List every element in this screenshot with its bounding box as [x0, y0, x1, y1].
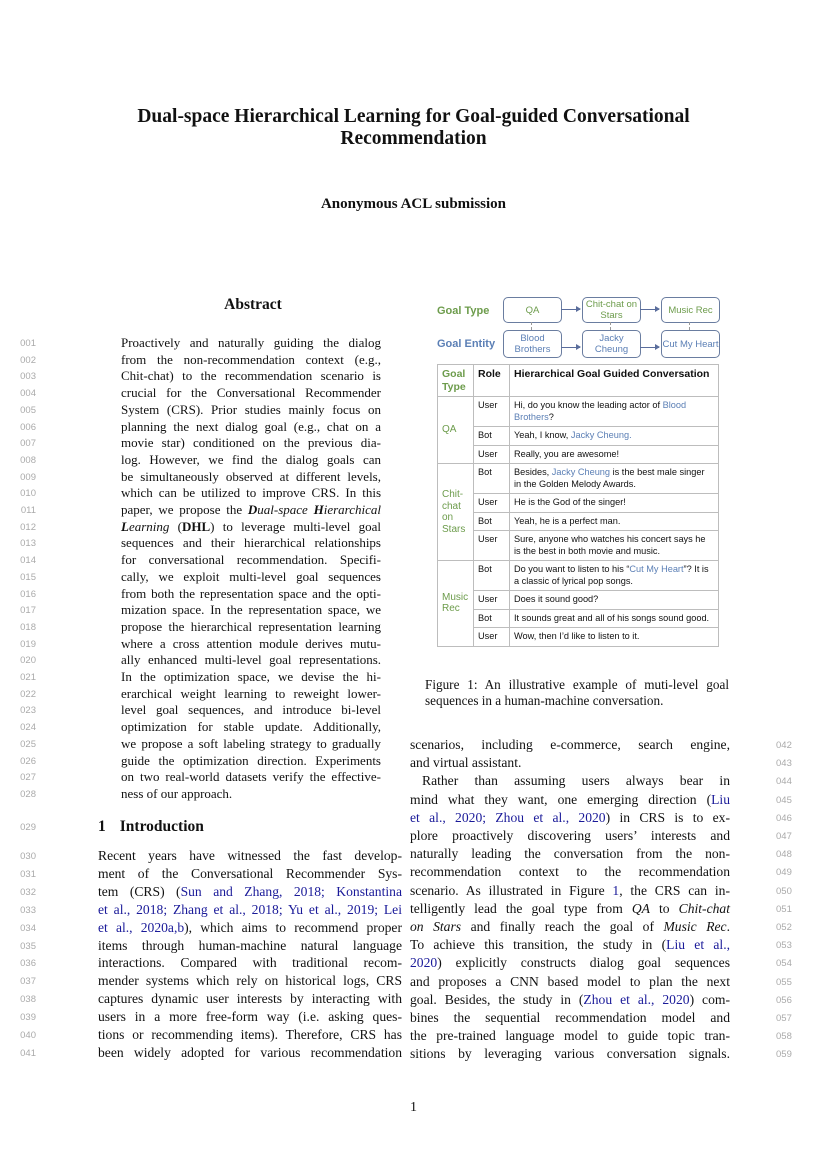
table-row	[438, 494, 719, 513]
body-line: recommendation context to the recommendation	[410, 864, 730, 880]
utterance-cell: Hi, do you know the leading actor of Blood Brothers?	[510, 397, 719, 427]
citation-link[interactable]: et al., 2018; Zhang et al., 2018; Yu et al., 2019; Lei	[98, 901, 402, 917]
citation-link[interactable]: Zhou et al., 2020	[583, 991, 690, 1007]
table-row	[438, 445, 719, 464]
line-number: 034	[20, 922, 36, 934]
caption-line-1: Figure 1: An illustrative example of muti-level goal	[425, 677, 729, 692]
section-number: 1	[98, 818, 106, 835]
header-role: Role	[474, 365, 510, 397]
abstract-line: Learning (DHL) to leverage multi-level goal	[121, 518, 381, 534]
title-line-2: Recommendation	[340, 128, 487, 149]
body-line: goal. Besides, the study in (Zhou et al., 2020) com-	[410, 991, 730, 1007]
abstract-line: cally, we exploit multi-level goal sequences	[121, 568, 381, 584]
line-number: 039	[20, 1012, 36, 1024]
line-number: 040	[20, 1030, 36, 1041]
line-number: 047	[776, 831, 792, 842]
body-line: ment of the Conversational Recommender Sys-	[98, 865, 402, 881]
line-number: 042	[776, 740, 792, 751]
abstract-line: guide the optimization direction. Experiments	[121, 752, 381, 768]
arrow-right-icon	[561, 309, 580, 310]
line-number: 016	[20, 588, 36, 600]
body-line: plore proactively discovering users’ interests and	[410, 828, 730, 843]
utterance-cell: Do you want to listen to his “Cut My Heart”? It is a classic of lyrical pop songs.	[510, 561, 719, 591]
goal-entity-mention: Jacky Cheung	[551, 467, 611, 477]
line-number: 050	[776, 885, 792, 897]
author-line: Anonymous ACL submission	[320, 196, 507, 212]
line-number: 028	[20, 788, 36, 800]
goal-entity-box-jacky-cheung: Jacky Cheung	[582, 330, 641, 358]
line-number: 022	[20, 688, 36, 700]
body-line: items through human-machine natural language	[98, 937, 402, 953]
role-cell: User	[474, 531, 510, 561]
abstract-line: be simultaneously observed at different levels,	[121, 468, 381, 484]
body-line: bines the sequential recommendation model and	[410, 1010, 730, 1025]
line-number: 024	[20, 722, 36, 734]
citation-link[interactable]: Liu et al.,	[666, 937, 731, 953]
utterance-cell: Besides, Jacky Cheung is the best male singer in the Golden Melody Awards.	[510, 464, 719, 494]
utterance-cell: Does it sound good?	[510, 591, 719, 610]
role-cell: Bot	[474, 464, 510, 494]
line-number: 015	[20, 571, 36, 583]
utterance-cell: Yeah, he is a perfect man.	[510, 512, 719, 531]
role-cell: User	[474, 494, 510, 513]
body-line: To achieve this transition, the study in (Liu et al.,	[410, 937, 731, 953]
header-goal-type: Goal Type	[438, 365, 474, 397]
dashed-connector	[689, 322, 690, 330]
line-number: 021	[20, 672, 36, 683]
header-conversation: Hierarchical Goal Guided Conversation	[510, 365, 719, 397]
figure-caption	[425, 677, 729, 709]
citation-link[interactable]: Sun and Zhang, 2018; Konstantina	[180, 883, 402, 899]
role-cell: Bot	[474, 561, 510, 591]
body-line: users in a more free-form way (i.e. asking ques-	[98, 1009, 402, 1025]
abstract-line: planning the next dialog goal (e.g., chat on a	[121, 418, 381, 434]
utterance-cell: Yeah, I know, Jacky Cheung.	[510, 427, 719, 446]
line-number: 044	[776, 776, 792, 788]
line-number: 011	[20, 505, 36, 516]
body-line: Recent years have witnessed the fast develop-	[98, 848, 402, 863]
body-line: tem (CRS) (Sun and Zhang, 2018; Konstantina	[98, 883, 402, 899]
abstract-line: Proactively and naturally guiding the dialog	[121, 335, 381, 350]
goal-type-box-musicrec: Music Rec	[661, 297, 720, 323]
line-number: 053	[776, 940, 792, 952]
body-line: 2020) explicitly constructs dialog goal sequences	[410, 955, 730, 971]
body-line: scenarios, including e-commerce, search engine,	[410, 737, 730, 752]
line-number: 058	[776, 1031, 792, 1043]
section-title: Introduction	[119, 818, 204, 835]
abstract-line: from both the representation space and the opti-	[121, 585, 381, 601]
line-number: 029	[20, 822, 36, 833]
line-number: 004	[20, 388, 36, 400]
table-row	[438, 397, 719, 427]
line-number: 057	[776, 1013, 792, 1024]
abstract-line: In the optimization space, we devise the hi-	[121, 669, 381, 684]
abstract-line: log. However, we find the dialog goals can	[121, 451, 381, 467]
body-line: mender systems which rely on historical logs, CRS	[98, 973, 402, 989]
abstract-line: ness of our approach.	[121, 785, 233, 801]
body-line: interactions. Compared with traditional recom-	[98, 955, 402, 971]
line-number: 043	[776, 758, 792, 770]
utterance-cell: He is the God of the singer!	[510, 494, 719, 513]
line-number: 014	[20, 555, 36, 567]
body-line: et al., 2020a,b), which aims to recommend proper	[98, 919, 402, 935]
line-number: 026	[20, 755, 36, 767]
role-cell: User	[474, 397, 510, 427]
dashed-connector	[531, 322, 532, 330]
line-number: 055	[776, 976, 792, 988]
body-line: mind what they want, one emerging direction (Liu	[410, 791, 730, 807]
line-number: 023	[20, 705, 36, 717]
abstract-line: optimization for stable update. Additionally,	[121, 719, 381, 735]
role-cell: Bot	[474, 427, 510, 446]
table-row	[438, 464, 719, 494]
line-number: 041	[20, 1047, 36, 1059]
role-cell: User	[474, 445, 510, 464]
goal-entity-mention: Blood Brothers	[514, 400, 687, 422]
goal-entity-mention: Cut My Heart	[629, 564, 684, 574]
abstract-line: paper, we propose the Dual-space Hierarchical	[121, 502, 381, 517]
line-number: 019	[20, 638, 36, 650]
goal-type-cell: Music Rec	[438, 561, 474, 647]
goal-type-box-chitchat: Chit-chat on Stars	[582, 297, 641, 323]
utterance-cell: Wow, then I’d like to listen to it.	[510, 628, 719, 647]
table-row	[438, 628, 719, 647]
paper-title	[80, 106, 747, 150]
line-number: 005	[20, 404, 36, 416]
line-number: 018	[20, 621, 36, 633]
abstract-line: movie star) conditioned on the previous dia-	[121, 435, 381, 451]
table-row	[438, 531, 719, 561]
goal-entity-box-cut-my-heart: Cut My Heart	[661, 330, 720, 358]
body-line: telligently lead the goal type from QA to Chit-chat	[410, 900, 730, 916]
goal-type-cell: QA	[438, 397, 474, 464]
utterance-cell: Really, you are awesome!	[510, 445, 719, 464]
line-number: 052	[776, 922, 792, 933]
line-number: 027	[20, 772, 36, 784]
citation-link[interactable]: 2020	[410, 955, 438, 971]
page-number: 1	[410, 1100, 417, 1115]
body-line: and proposes a CNN based model to plan the next	[410, 973, 730, 989]
line-number: 059	[776, 1049, 792, 1061]
body-line: been widely adopted for various recommendation	[98, 1044, 402, 1060]
utterance-cell: Sure, anyone who watches his concert says he is the best in both movie and music.	[510, 531, 719, 561]
body-line: scenario. As illustrated in Figure 1, the CRS can in-	[410, 882, 730, 898]
role-cell: User	[474, 591, 510, 610]
line-number: 032	[20, 886, 36, 898]
line-number: 054	[776, 958, 792, 970]
line-number: 025	[20, 738, 36, 750]
line-number: 036	[20, 958, 36, 970]
line-number: 003	[20, 371, 36, 383]
line-number: 009	[20, 471, 36, 483]
line-number: 013	[20, 538, 36, 550]
line-number: 037	[20, 976, 36, 988]
line-number: 007	[20, 438, 36, 450]
table-row	[438, 609, 719, 628]
arrow-right-icon	[640, 347, 659, 348]
goal-entity-label: Goal Entity	[437, 338, 496, 350]
line-number: 020	[20, 655, 36, 667]
dashed-connector	[610, 322, 611, 330]
utterance-cell: It sounds great and all of his songs sound good.	[510, 609, 719, 628]
arrow-right-icon	[561, 347, 580, 348]
abstract-line: on two real-world datasets verify the effective-	[121, 769, 381, 785]
line-number: 017	[20, 605, 36, 617]
abstract-line: erarchical weight learning to reweight lower-	[121, 685, 381, 701]
abstract-line: where a cross attention module derives mutu-	[121, 635, 381, 651]
line-number: 001	[20, 338, 36, 349]
goal-type-cell: Chit-chat on Stars	[438, 464, 474, 561]
table-row	[438, 512, 719, 531]
line-number: 046	[776, 812, 792, 824]
table-row	[438, 591, 719, 610]
line-number: 010	[20, 488, 36, 500]
abstract-line: crucial for the Conversational Recommender	[121, 385, 381, 401]
goal-type-box-qa: QA	[503, 297, 562, 323]
arrow-right-icon	[640, 309, 659, 310]
body-line: sitions by leveraging various conversation signals.	[410, 1046, 730, 1062]
citation-link[interactable]: et al., 2020a,b	[98, 919, 185, 935]
conversation-table	[437, 364, 719, 647]
line-number: 008	[20, 454, 36, 466]
abstract-line: which can be utilized to improve CRS. In this	[121, 485, 381, 501]
section-heading-introduction	[98, 818, 204, 836]
body-line: naturally leading the conversation from the non-	[410, 846, 730, 862]
line-number: 033	[20, 904, 36, 916]
table-row	[438, 561, 719, 591]
goal-entity-mention: Jacky Cheung.	[570, 430, 632, 440]
line-number: 035	[20, 940, 36, 952]
abstract-line: level goal sequences, and introduce bi-level	[121, 702, 381, 718]
line-number: 051	[776, 903, 792, 915]
body-line: captures dynamic user interests by interacting with	[98, 991, 402, 1007]
abstract-line: mization space. In the representation space, we	[121, 602, 381, 618]
line-number: 056	[776, 994, 792, 1006]
abstract-line: System (CRS). Prior studies mainly focus on	[121, 401, 381, 417]
table-header-row	[438, 365, 719, 397]
body-line: on Stars and finally reach the goal of Music Rec.	[410, 919, 730, 934]
title-line-1: Dual-space Hierarchical Learning for Goal-guided Conversational	[137, 106, 690, 127]
goal-type-label: Goal Type	[437, 305, 490, 317]
abstract-line: from the non-recommendation context (e.g.,	[121, 351, 381, 367]
line-number: 049	[776, 867, 792, 879]
abstract-line: for conversational recommendation. Specifi-	[121, 552, 381, 568]
line-number: 002	[20, 354, 36, 366]
line-number: 045	[776, 794, 792, 806]
body-line: et al., 2020; Zhou et al., 2020) in CRS is to ex-	[410, 809, 730, 825]
table-row	[438, 427, 719, 446]
line-number: 012	[20, 521, 36, 533]
abstract-line: ally enhanced multi-level goal representations.	[121, 652, 381, 668]
abstract-line: we propose a soft labeling strategy to gradually	[121, 735, 381, 751]
goal-entity-box-blood-brothers: Blood Brothers	[503, 330, 562, 358]
line-number: 006	[20, 421, 36, 433]
role-cell: User	[474, 628, 510, 647]
abstract-line: propose the hierarchical representation learning	[121, 618, 381, 634]
line-number: 048	[776, 849, 792, 861]
body-line: Rather than assuming users always bear in	[422, 773, 730, 789]
body-line	[98, 902, 402, 918]
line-number: 038	[20, 994, 36, 1006]
citation-link[interactable]: 1	[612, 882, 620, 898]
role-cell: Bot	[474, 609, 510, 628]
body-line: tions or recommending items). Therefore, CRS has	[98, 1027, 402, 1042]
body-line: the pre-trained language model to guide topic tran-	[410, 1028, 730, 1044]
line-number: 030	[20, 851, 36, 862]
role-cell: Bot	[474, 512, 510, 531]
caption-line-2: sequences in a human-machine conversation.	[425, 693, 664, 708]
body-line: and virtual assistant.	[410, 755, 522, 771]
abstract-heading: Abstract	[224, 296, 282, 313]
abstract-line: Chit-chat) to the recommendation scenario is	[121, 368, 381, 384]
citation-link[interactable]: Liu	[711, 791, 730, 807]
line-number: 031	[20, 868, 36, 880]
citation-link[interactable]: et al., 2020; Zhou et al., 2020	[410, 809, 606, 825]
abstract-line: sequences and their hierarchical relationships	[121, 535, 381, 551]
